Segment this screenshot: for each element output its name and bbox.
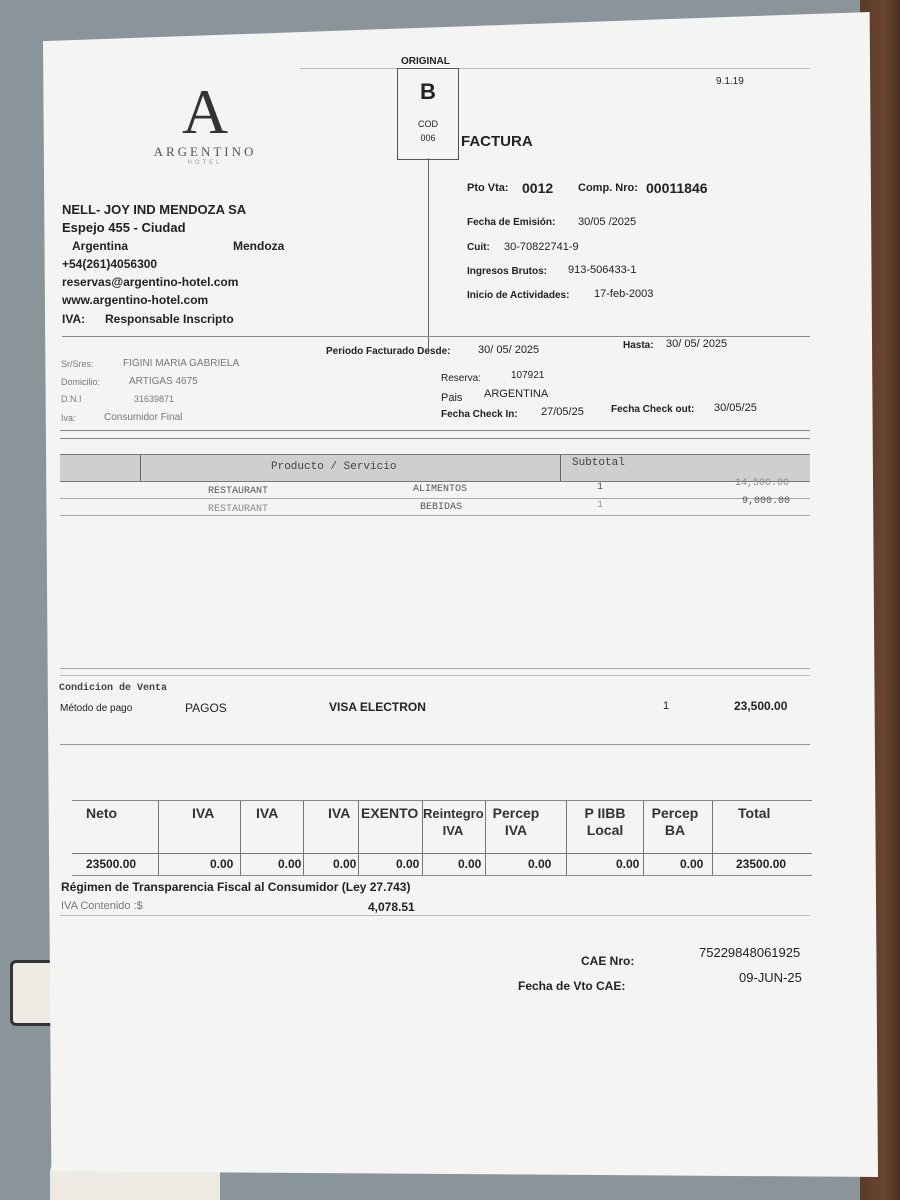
- transparency-title: Régimen de Transparencia Fiscal al Consumidor (Ley 27.743): [61, 880, 411, 894]
- reserva-label: Reserva:: [441, 373, 482, 384]
- condicion-venta-label: Condicion de Venta: [59, 683, 168, 694]
- item-subtotal: 9,000.00: [742, 496, 791, 507]
- issuer-province: Mendoza: [233, 239, 285, 253]
- totals-head: IVA: [256, 805, 279, 821]
- issuer-name: NELL- JOY IND MENDOZA SA: [62, 202, 247, 217]
- pais-value: ARGENTINA: [484, 388, 549, 400]
- comp-nro-label: Comp. Nro:: [578, 182, 638, 194]
- customer-iva: Consumidor Final: [104, 412, 183, 423]
- pais-label: Pais: [441, 392, 463, 404]
- logo-name: ARGENTINO: [153, 144, 257, 159]
- fecha-emision-value: 30/05 /2025: [578, 216, 637, 228]
- checkout-label: Fecha Check out:: [611, 404, 695, 415]
- totals-head: Percep IVA: [492, 805, 540, 838]
- customer-rule-1: [60, 430, 810, 431]
- payment-count: 1: [663, 700, 670, 712]
- item-area: RESTAURANT: [208, 486, 269, 497]
- items-header-divider-2: [560, 455, 561, 481]
- totals-value: 0.00: [616, 857, 640, 871]
- issuer-phone: +54(261)4056300: [62, 257, 158, 271]
- cae-vto-value: 09-JUN-25: [739, 970, 802, 985]
- inicio-actividades-value: 17-feb-2003: [594, 288, 654, 300]
- items-bottom-rule-1: [60, 668, 810, 669]
- issuer-email: reservas@argentino-hotel.com: [62, 275, 239, 289]
- period-hasta-label: Hasta:: [623, 340, 654, 351]
- item-row-rule: [60, 515, 810, 516]
- customer-name: FIGINI MARIA GABRIELA: [123, 358, 240, 369]
- period-desde-value: 30/ 05/ 2025: [478, 344, 540, 356]
- totals-head: Percep BA: [651, 805, 699, 838]
- totals-mid-rule: [72, 853, 812, 854]
- doc-type: FACTURA: [461, 133, 533, 150]
- totals-head: IVA: [192, 805, 215, 821]
- cae-nro-label: CAE Nro:: [581, 954, 635, 968]
- logo-a-icon: A: [181, 76, 229, 147]
- invoice-letter: B: [420, 79, 436, 104]
- hotel-logo: [150, 76, 260, 166]
- totals-value: 0.00: [333, 857, 357, 871]
- totals-col-iva-3: [303, 801, 359, 875]
- checkout-value: 30/05/25: [714, 402, 757, 414]
- totals-head: Neto: [86, 805, 118, 821]
- ingresos-brutos-label: Ingresos Brutos:: [467, 266, 548, 277]
- totals-value: 0.00: [458, 857, 482, 871]
- cod-number: 006: [420, 133, 436, 143]
- totals-head: P IIBB Local: [584, 805, 626, 838]
- issuer-iva-label: IVA:: [62, 312, 86, 326]
- customer-dni-label: D.N.I: [61, 394, 82, 404]
- metodo-pago-label: Método de pago: [60, 703, 133, 714]
- totals-value: 23500.00: [736, 857, 787, 871]
- form-code: 9.1.19: [716, 76, 744, 87]
- totals-col-iva-1: [158, 801, 241, 875]
- issuer-iva-value: Responsable Inscripto: [105, 312, 234, 326]
- totals-col-exento: [358, 801, 423, 875]
- pto-vta-label: Pto Vta:: [467, 182, 509, 194]
- logo-sub: HOTEL: [187, 160, 223, 166]
- inicio-actividades-label: Inicio de Actividades:: [467, 290, 570, 301]
- cod-label: COD: [418, 119, 438, 129]
- checkin-value: 27/05/25: [541, 406, 584, 418]
- totals-col-total: [712, 801, 812, 875]
- customer-domicilio-label: Domicilio:: [61, 377, 101, 387]
- customer-domicilio: ARTIGAS 4675: [129, 376, 198, 387]
- cae-vto-label: Fecha de Vto CAE:: [518, 979, 626, 993]
- header-divider: [428, 158, 429, 353]
- totals-value: 0.00: [396, 857, 420, 871]
- totals-value: 0.00: [680, 857, 704, 871]
- pto-vta-value: 0012: [522, 180, 554, 196]
- payment-pagos: PAGOS: [185, 701, 227, 715]
- issuer-address: Espejo 455 - Ciudad: [62, 220, 186, 235]
- totals-head: EXENTO: [361, 805, 419, 821]
- totals-value: 0.00: [528, 857, 552, 871]
- payment-card: VISA ELECTRON: [329, 700, 426, 714]
- iva-contenido-label: IVA Contenido :$: [61, 900, 143, 912]
- cae-nro-value: 75229848061925: [699, 945, 801, 960]
- customer-name-label: Sr/Sres:: [61, 359, 94, 369]
- copy-label: ORIGINAL: [401, 56, 450, 67]
- totals-col-reintegro: [422, 801, 486, 875]
- item-qty: 1: [597, 500, 604, 511]
- top-rule: [300, 68, 810, 69]
- totals-col-iibb: [566, 801, 644, 875]
- items-header-subtotal: Subtotal: [572, 457, 625, 469]
- sticker-edge: [10, 960, 56, 1026]
- invoice-paper: [43, 12, 878, 1177]
- totals-table: [72, 800, 812, 876]
- period-hasta-value: 30/ 05/ 2025: [666, 338, 728, 350]
- totals-value: 23500.00: [86, 857, 137, 871]
- issuer-country: Argentina: [72, 239, 129, 253]
- items-header-divider-1: [140, 455, 141, 481]
- period-desde-label: Periodo Facturado Desde:: [326, 346, 451, 357]
- totals-head: Reintegro IVA: [423, 806, 484, 838]
- totals-col-iva-2: [240, 801, 304, 875]
- item-area: RESTAURANT: [208, 504, 269, 515]
- header-bottom-rule: [62, 336, 810, 337]
- item-row-rule: [60, 498, 810, 499]
- items-header-product: Producto / Servicio: [271, 461, 397, 473]
- item-desc: ALIMENTOS: [413, 484, 468, 495]
- reserva-value: 107921: [511, 370, 545, 381]
- totals-value: 0.00: [210, 857, 234, 871]
- checkin-label: Fecha Check In:: [441, 409, 518, 420]
- customer-rule-2: [60, 438, 810, 439]
- payment-amount: 23,500.00: [734, 699, 788, 713]
- customer-iva-label: Iva:: [61, 413, 76, 423]
- cuit-label: Cuit:: [467, 242, 490, 253]
- iva-contenido-value: 4,078.51: [368, 900, 415, 914]
- cuit-value: 30-70822741-9: [504, 241, 579, 253]
- items-bottom-rule-2: [60, 675, 810, 676]
- customer-dni: 31639871: [134, 394, 175, 404]
- item-subtotal: 14,500.00: [735, 478, 790, 489]
- ingresos-brutos-value: 913-506433-1: [568, 264, 637, 276]
- totals-value: 0.00: [278, 857, 302, 871]
- totals-col-percep-ba: [643, 801, 713, 875]
- item-qty: 1: [597, 482, 604, 493]
- payment-rule: [60, 744, 810, 745]
- totals-head: IVA: [328, 805, 351, 821]
- comp-nro-value: 00011846: [646, 180, 708, 196]
- totals-head: Total: [738, 805, 771, 821]
- totals-col-neto: [72, 801, 159, 875]
- totals-col-percep-iva: [485, 801, 567, 875]
- invoice-letter-box: [397, 68, 459, 160]
- item-desc: BEBIDAS: [420, 502, 463, 513]
- issuer-web: www.argentino-hotel.com: [62, 293, 209, 307]
- fecha-emision-label: Fecha de Emisión:: [467, 217, 556, 228]
- transparency-rule: [60, 915, 810, 916]
- items-header: [60, 454, 810, 482]
